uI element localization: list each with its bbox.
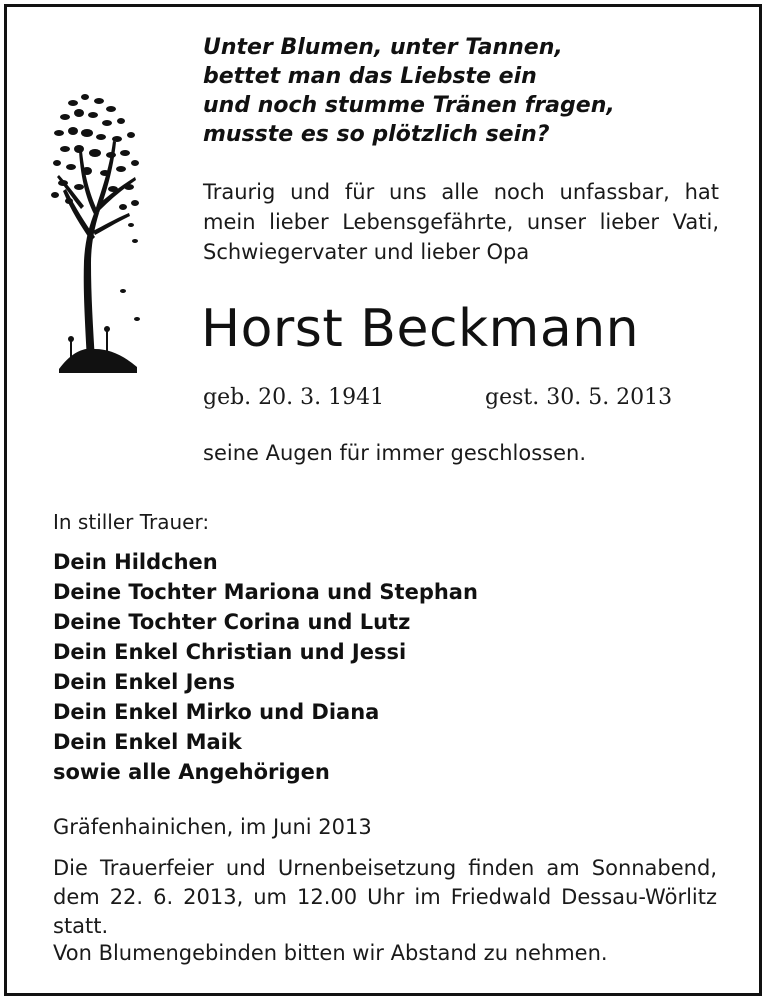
place-date: Gräfenhainichen, im Juni 2013 xyxy=(53,815,372,839)
death-date: gest. 30. 5. 2013 xyxy=(485,385,673,410)
mourning-label: In stiller Trauer: xyxy=(53,510,210,534)
list-item: sowie alle Angehörigen xyxy=(53,760,330,784)
birth-date: geb. 20. 3. 1941 xyxy=(203,385,385,410)
no-flowers-note: Von Blumengebinden bitten wir Abstand zu nehmen. xyxy=(53,941,608,965)
intro-text: Traurig und für uns alle noch unfassbar, hat mein lieber Lebensgefährte, unser lieber Vati, Schwiegervater und lieber Opa xyxy=(203,180,719,264)
list-item: Deine Tochter Corina und Lutz xyxy=(53,610,411,634)
list-item: Dein Enkel Mirko und Diana xyxy=(53,700,380,724)
list-item: Dein Enkel Christian und Jessi xyxy=(53,640,407,664)
deceased-name: Horst Beckmann xyxy=(201,299,640,359)
mourners-list xyxy=(53,547,478,787)
tree-icon xyxy=(51,91,141,381)
life-dates xyxy=(203,385,733,419)
poem-line: musste es so plötzlich sein? xyxy=(203,122,550,147)
obituary-notice xyxy=(4,4,762,996)
list-item: Dein Hildchen xyxy=(53,550,218,574)
poem xyxy=(203,33,743,149)
service-info: Die Trauerfeier und Urnenbeisetzung finden am Sonnabend, dem 22. 6. 2013, um 12.00 Uhr im Friedwald Dessau-Wörlitz statt. xyxy=(53,856,717,938)
closing-text: seine Augen für immer geschlossen. xyxy=(203,441,587,465)
list-item: Dein Enkel Jens xyxy=(53,670,236,694)
list-item: Deine Tochter Mariona und Stephan xyxy=(53,580,478,604)
list-item: Dein Enkel Maik xyxy=(53,730,242,754)
poem-line: Unter Blumen, unter Tannen, xyxy=(203,35,563,60)
poem-line: bettet man das Liebste ein xyxy=(203,64,537,89)
poem-line: und noch stumme Tränen fragen, xyxy=(203,93,615,118)
